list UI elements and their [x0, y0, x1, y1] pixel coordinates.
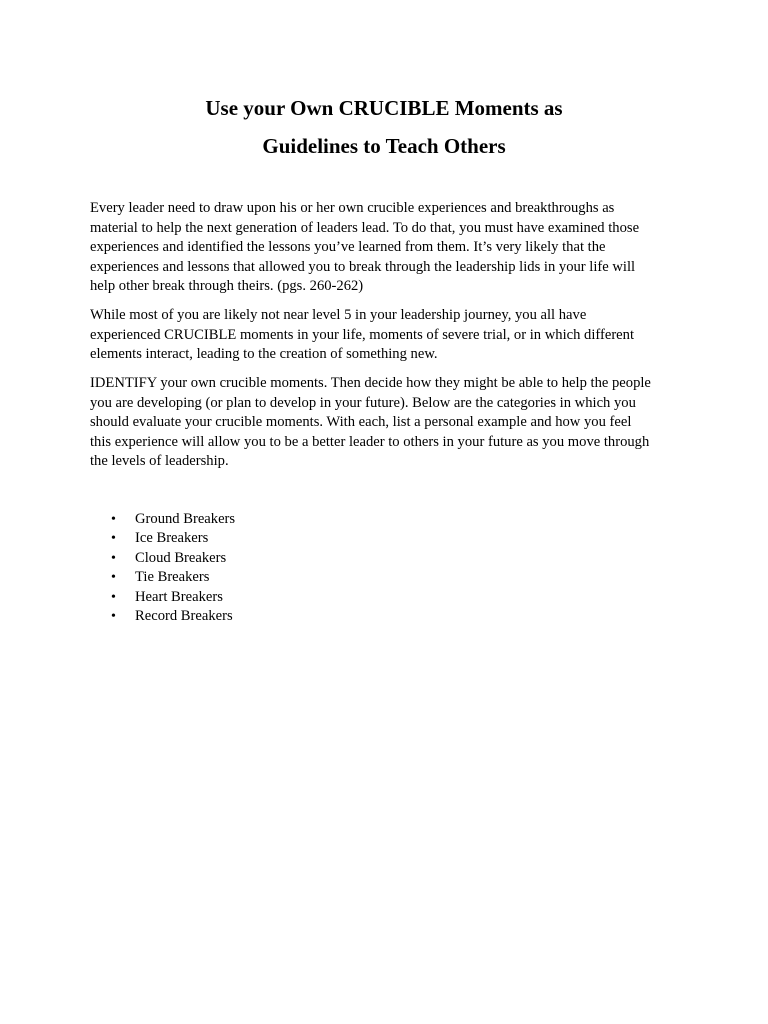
- list-item-label: Tie Breakers: [135, 569, 210, 586]
- list-item: [90, 549, 235, 568]
- paragraph-line: help other break through theirs. (pgs. 260-262): [90, 278, 364, 294]
- paragraph-line: material to help the next generation of leaders lead. To do that, you must have examined those: [90, 219, 640, 236]
- list-item-label: Cloud Breakers: [135, 549, 227, 566]
- bullet-icon: •: [111, 609, 116, 625]
- list-item-label: Record Breakers: [135, 608, 233, 625]
- paragraph-line: the levels of leadership.: [90, 453, 229, 469]
- paragraph-line: experiences and identified the lessons you’ve learned from them. It’s very likely that the: [90, 239, 606, 255]
- list-item: [90, 588, 235, 607]
- paragraph-line: you are developing (or plan to develop in your future). Below are the categories in which you: [90, 394, 636, 411]
- bullet-icon: •: [111, 550, 116, 566]
- list-item-label: Ice Breakers: [135, 530, 209, 547]
- paragraph-line: While most of you are likely not near level 5 in your leadership journey, you all have: [90, 307, 587, 323]
- categories-list: [90, 510, 235, 626]
- bullet-icon: •: [111, 531, 116, 547]
- paragraph-line: this experience will allow you to be a better leader to others in your future as you move through: [90, 433, 650, 450]
- bullet-icon: •: [111, 512, 116, 527]
- bullet-icon: •: [111, 589, 116, 605]
- paragraph-line: should evaluate your crucible moments. With each, list a personal example and how you feel: [90, 414, 632, 430]
- paragraph-instructions: [90, 374, 690, 472]
- list-item: [90, 607, 235, 626]
- paragraph-line: Every leader need to draw upon his or her own crucible experiences and breakthroughs as: [90, 200, 615, 216]
- paragraph-line: IDENTIFY your own crucible moments. Then decide how they might be able to help the people: [90, 375, 651, 391]
- list-item: [90, 510, 235, 529]
- paragraph-line: experiences and lessons that allowed you to break through the leadership lids in your life will: [90, 258, 636, 275]
- document-title-line-2: Guidelines to Teach Others: [262, 134, 506, 158]
- paragraph-intro: [90, 199, 690, 297]
- document-title-line-1: Use your Own CRUCIBLE Moments as: [205, 96, 563, 120]
- paragraph-crucible-moments: [90, 306, 690, 365]
- paragraph-line: elements interact, leading to the creation of something new.: [90, 346, 438, 362]
- list-item: [90, 529, 235, 548]
- list-item-label: Heart Breakers: [135, 588, 223, 605]
- bullet-icon: •: [111, 570, 116, 586]
- paragraph-line: experienced CRUCIBLE moments in your life, moments of severe trial, or in which different: [90, 326, 635, 343]
- list-item-label: Ground Breakers: [135, 511, 236, 527]
- list-item: [90, 568, 235, 587]
